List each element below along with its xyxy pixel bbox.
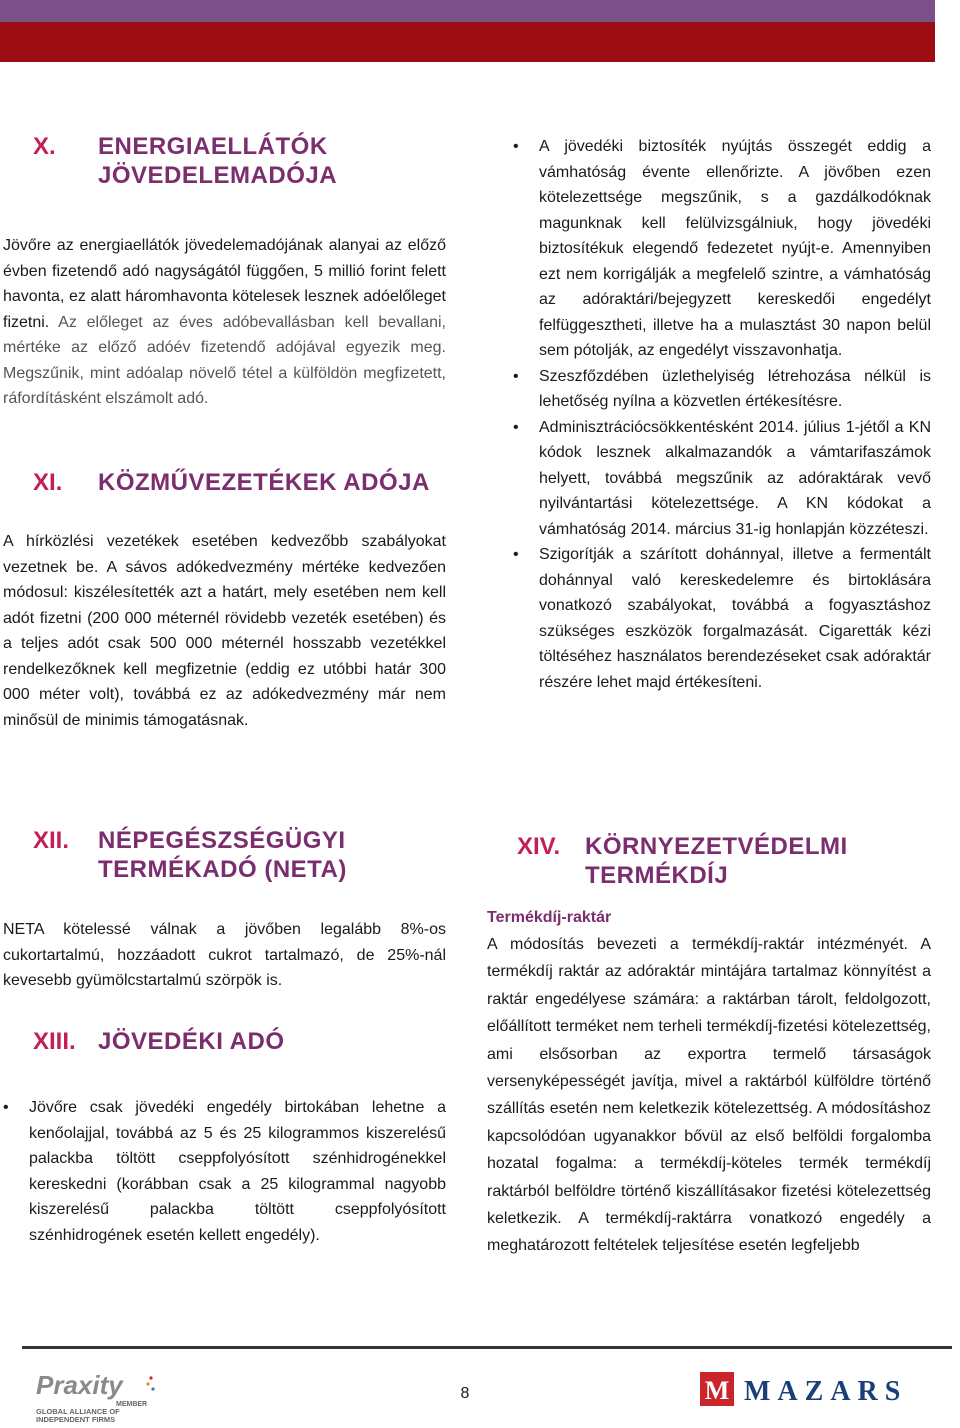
section-xi-heading (3, 468, 446, 497)
section-x-body (3, 233, 446, 412)
section-xiv-body: A módosítás bevezeti a termékdíj-raktár intézményét. A termékdíj raktár az adóraktár mintájára tartalmaz könnyítést a raktár engedélyese számára: a raktárban tárolt, feldolgozott, előállított terméket nem terheli termékdíj-fizetési kötelezettség, ami elsősorban az exportra termelő társaságok versenyképességét javítja, mivel a raktárból külföldre történő szállítás esetén nem keletkezik kötelezettség. A módosításhoz kapcsolódóan ugyanakkor bővül az első belföldi forgalomba hozatal fogalma: a termékdíj-köteles termék termékdíj raktárból belföldre történő kiszállításakor fizetési kötelezettség keletkezik. A termékdíj-raktárra vonatkozó engedély a meghatározott feltételek teljesítése esetén legfeljebb (487, 936, 931, 1255)
mazars-mark-letter: M (704, 1376, 730, 1405)
praxity-dot (146, 1382, 149, 1385)
section-xiii-heading (3, 1027, 446, 1056)
section-xiv-title: KÖRNYEZETVÉDELMI TERMÉKDÍJ (585, 833, 848, 889)
section-xii-body: NETA kötelessé válnak a jövőben legalább 8%-os cukortartalmú, hozzáadott cukrot tartalmazó, de 25%-nál kevesebb gyümölcstartalmú szörpök is. (3, 921, 446, 989)
praxity-logo (36, 1368, 186, 1423)
section-xi-title: KÖZMŰVEZETÉKEK ADÓJA (98, 469, 430, 496)
list-item: • Jövőre csak jövedéki engedély birtokában lehetne a kenőolajjal, továbbá az 5 és 25 kilogrammos kiszerelésű palackba töltött cseppfolyósított szénhidrogénekkel kereskedni (korábban csak a 25 kilogrammal nagyobb kiszerelésű palackba töltött cseppfolyósított szénhidrogének esetén kellett engedély). (3, 1095, 446, 1248)
section-x-title: ENERGIAELLÁTÓK JÖVEDELEMADÓJA (98, 133, 338, 189)
page-number: 8 (460, 1385, 470, 1402)
praxity-dot (151, 1387, 154, 1390)
list-item: • A jövedéki biztosíték nyújtás összegét eddig a vámhatóság évente ellenőrizte. A jövőben ezen kötelezettsége megszűnik, s a gazdálkodóknak magunknak kell felülvizsgálniuk, hogy jövedéki biztosítékuk elegendő fedezetet nyújt-e. Amennyiben ezt nem korrigálják a megfelelő szintre, a vámhatóság az adóraktári/bejegyzett kereskedői engedélyt felfüggesztheti, illetve ha a mulasztást 30 napon belül sem pótolják, az engedélyt visszavonhatja. (513, 134, 931, 364)
section-x (3, 132, 446, 412)
list-item: • Szigorítják a szárított dohánnyal, illetve a fermentált dohánnyal való kereskedelemre és birtoklására vonatkozó szabályokat, továbbá a fogyasztáshoz szükséges eszközök forgalmazását. Cigaretták kézi töltéséhez használatos berendezéseket csak adóraktár részére lehet majd értékesíteni. (513, 542, 931, 695)
section-x-p1: Jövőre az energiaellátók jövedelemadójának alanyai az előző évben fizetendő adó nagyságától függően, 5 millió forint felett havonta, ez alatt háromhavonta kötelesek lesznek adóelőleget fizetni. (3, 237, 446, 331)
section-x-number: X. (33, 133, 56, 160)
praxity-tagline-2: INDEPENDENT FIRMS (36, 1415, 116, 1423)
header-band-purple (0, 0, 935, 22)
section-xiii (3, 1027, 446, 1248)
section-xiii-number: XIII. (33, 1028, 76, 1055)
section-xiv-heading (487, 832, 931, 890)
section-xiii-list (3, 1095, 446, 1248)
section-xiv (487, 832, 931, 1260)
section-xiv-subheading: Termékdíj-raktár (487, 909, 612, 926)
praxity-logo-graphic (36, 1368, 186, 1423)
jovedeki-bullet-list (513, 134, 931, 695)
mazars-logo (700, 1368, 955, 1413)
section-xii-heading (3, 826, 446, 884)
section-xiv-number: XIV. (517, 833, 561, 860)
header-band-red (0, 22, 935, 62)
section-xi (3, 468, 446, 733)
section-x-p2: Az előleget az éves adóbevallásban kell bevallani, mértéke az előző adóév fizetendő adójával egyezik meg. (3, 313, 446, 356)
section-xii (3, 826, 446, 994)
praxity-dot (149, 1376, 152, 1379)
section-xii-title: NÉPEGÉSZSÉGÜGYI TERMÉKADÓ (NETA) (98, 827, 347, 883)
section-xii-number: XII. (33, 827, 70, 854)
praxity-member: MEMBER (116, 1401, 148, 1408)
mazars-wordmark: MAZARS (744, 1376, 908, 1407)
praxity-wordmark: Praxity (36, 1370, 123, 1400)
list-item: • Adminisztrációcsökkentésként 2014. július 1-jétől a KN kódok lesznek alkalmazandók a vámtarifaszámok helyett, továbbá megszűnik az adóraktárak vevő nyilvántartási kötelezettsége. A KN kódokat a vámhatóság 2014. március 31-ig honlapján közzéteszi. (513, 415, 931, 543)
section-x-heading (3, 132, 446, 190)
section-x-p3: Megszűnik, mint adóalap növelő tétel a külföldön megfizetett, ráfordításként elszámolt adó. (3, 364, 446, 407)
section-xiii-title: JÖVEDÉKI ADÓ (98, 1028, 285, 1055)
section-xi-number: XI. (33, 469, 63, 496)
footer-divider (22, 1346, 952, 1349)
list-item: • Szeszfőzdében üzlethelyiség létrehozása nélkül is lehetőség nyílna a közvetlen értékesítésre. (513, 364, 931, 415)
right-bullets (513, 134, 931, 695)
praxity-tagline-1: GLOBAL ALLIANCE OF (36, 1407, 120, 1416)
section-xi-body: A hírközlési vezetékek esetében kedvezőbb szabályokat vezetnek be. A sávos adókedvezmény mértéke kedvezően módosul: kiszélesítették azt a határt, mely esetében nem kell adót fizetni (200 000 méternél rövidebb vezeték esetében) és a teljes adót csak 500 000 méternél hosszabb vezetékkel rendelkezőknek kell megfizetnie (eddig ez utóbbi határ 300 000 méter volt), továbbá ez az adókedvezmény már nem minősül de minimis támogatásnak. (3, 533, 446, 729)
mazars-logo-graphic (700, 1368, 955, 1413)
